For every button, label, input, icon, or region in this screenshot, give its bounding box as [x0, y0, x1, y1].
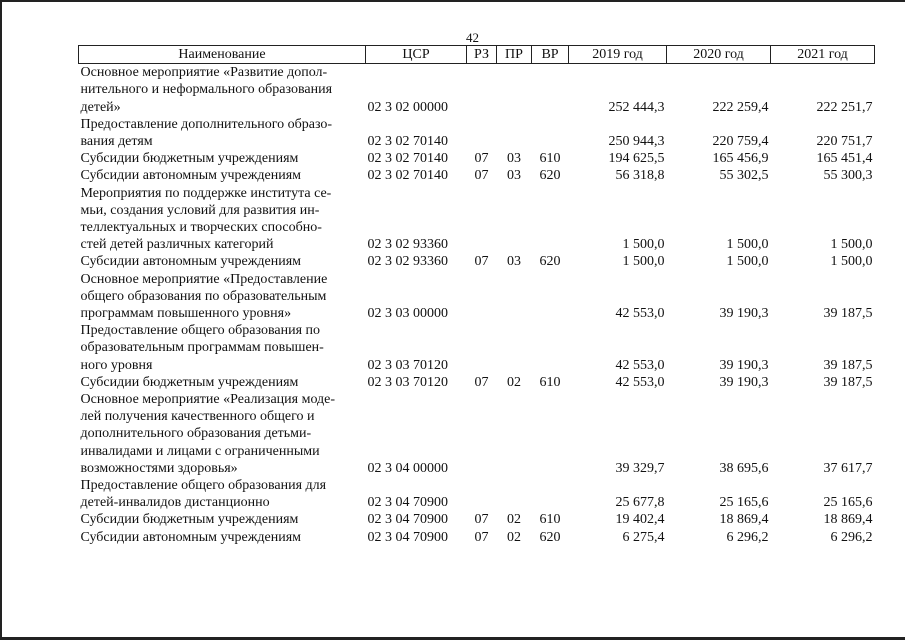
row-value-2021: 6 296,2 — [830, 529, 873, 545]
table-row — [79, 374, 875, 391]
row-name-line: Предоставление общего образования по — [80, 323, 321, 339]
row-vr: 620 — [539, 168, 561, 184]
row-value-2020: 25 165,6 — [719, 495, 769, 511]
row-pr: 02 — [507, 529, 521, 545]
row-value-2019: 250 944,3 — [608, 134, 665, 150]
table-row — [79, 167, 875, 184]
row-name — [79, 322, 366, 374]
row-value-2020: 1 500,0 — [726, 254, 769, 270]
row-name-line: теллектуальных и творческих способно- — [80, 220, 322, 236]
row-vr — [532, 322, 569, 374]
row-name-line: образовательным программам повышен- — [80, 340, 324, 356]
row-csr: 02 3 04 70900 — [367, 512, 448, 528]
row-pr: 02 — [507, 374, 521, 390]
row-value-2021: 220 751,7 — [816, 134, 873, 150]
row-csr: 02 3 04 70900 — [367, 529, 448, 545]
table-row — [79, 391, 875, 477]
row-csr: 02 3 03 70120 — [367, 357, 448, 373]
row-pr — [497, 477, 532, 511]
header-2020: 2020 год — [667, 46, 771, 64]
row-csr: 02 3 02 70140 — [367, 168, 448, 184]
row-vr: 620 — [539, 254, 561, 270]
row-csr: 02 3 03 00000 — [367, 306, 448, 322]
row-value-2020: 18 869,4 — [719, 512, 769, 528]
row-csr: 02 3 02 70140 — [367, 151, 448, 167]
row-name — [79, 374, 366, 391]
row-value-2020: 55 302,5 — [719, 168, 769, 184]
row-value-2019: 252 444,3 — [608, 99, 665, 115]
row-value-2021: 222 251,7 — [816, 99, 873, 115]
row-pr: 03 — [507, 254, 521, 270]
row-csr: 02 3 02 93360 — [367, 237, 448, 253]
row-name-line: дополнительного образования детьми- — [80, 426, 312, 442]
row-name-line: вания детям — [80, 134, 153, 150]
row-rz: 07 — [474, 374, 489, 390]
row-name-line: Мероприятия по поддержке института се- — [80, 185, 332, 201]
row-vr — [532, 116, 569, 150]
row-csr: 02 3 04 70900 — [367, 495, 448, 511]
row-csr: 02 3 03 70120 — [367, 374, 448, 390]
row-value-2021: 55 300,3 — [823, 168, 873, 184]
table-header-row — [79, 46, 875, 64]
row-name-line: Субсидии бюджетным учреждениям — [80, 151, 299, 167]
table-row — [79, 150, 875, 167]
row-value-2020: 165 456,9 — [712, 151, 769, 167]
row-pr — [497, 116, 532, 150]
header-2019: 2019 год — [569, 46, 667, 64]
row-rz: 07 — [474, 254, 489, 270]
row-pr — [497, 64, 532, 116]
row-value-2020: 220 759,4 — [712, 134, 769, 150]
row-value-2019: 42 553,0 — [615, 357, 665, 373]
row-name-line: Субсидии бюджетным учреждениям — [80, 512, 299, 528]
row-value-2019: 42 553,0 — [615, 374, 665, 390]
row-rz: 07 — [474, 168, 489, 184]
row-vr: 610 — [539, 151, 561, 167]
row-value-2021: 165 451,4 — [816, 151, 873, 167]
row-value-2020: 39 190,3 — [719, 306, 769, 322]
row-name — [79, 253, 366, 270]
row-name — [79, 167, 366, 184]
row-csr: 02 3 02 00000 — [367, 99, 448, 115]
row-vr: 610 — [539, 512, 561, 528]
row-name — [79, 271, 366, 323]
row-rz: 07 — [474, 151, 489, 167]
row-rz: 07 — [474, 529, 489, 545]
row-rz — [467, 477, 497, 511]
row-value-2021: 39 187,5 — [823, 357, 873, 373]
row-value-2019: 194 625,5 — [608, 151, 665, 167]
row-rz: 07 — [474, 512, 489, 528]
row-csr: 02 3 02 70140 — [367, 134, 448, 150]
row-vr — [532, 477, 569, 511]
row-name-line: Субсидии автономным учреждениям — [80, 254, 302, 270]
row-pr: 03 — [507, 168, 521, 184]
header-2021: 2021 год — [771, 46, 875, 64]
row-value-2021: 25 165,6 — [823, 495, 873, 511]
row-value-2021: 18 869,4 — [823, 512, 873, 528]
row-name — [79, 116, 366, 150]
row-name-line: Субсидии автономным учреждениям — [80, 168, 302, 184]
row-pr — [497, 322, 532, 374]
budget-table — [78, 45, 875, 546]
row-value-2019: 39 329,7 — [615, 460, 665, 476]
row-rz — [467, 322, 497, 374]
row-name — [79, 185, 366, 254]
table-row — [79, 529, 875, 546]
row-name-line: Субсидии бюджетным учреждениям — [80, 374, 299, 390]
row-name-line: общего образования по образовательным — [80, 288, 327, 304]
row-pr — [497, 271, 532, 323]
header-csr: ЦСР — [366, 46, 467, 64]
row-value-2021: 39 187,5 — [823, 374, 873, 390]
row-name — [79, 150, 366, 167]
row-value-2019: 25 677,8 — [615, 495, 665, 511]
row-name-line: детей-инвалидов дистанционно — [80, 495, 270, 511]
row-value-2019: 1 500,0 — [622, 254, 665, 270]
row-name-line: лей получения качественного общего и — [80, 409, 315, 425]
row-name-line: Предоставление дополнительного образо- — [80, 116, 333, 132]
row-name-line: Предоставление общего образования для — [80, 478, 327, 494]
row-name-line: нительного и неформального образования — [80, 82, 333, 98]
row-rz — [467, 185, 497, 254]
row-name-line: детей» — [80, 99, 121, 115]
row-rz — [467, 116, 497, 150]
table-row — [79, 185, 875, 254]
row-pr — [497, 391, 532, 477]
row-name-line: стей детей различных категорий — [80, 237, 274, 253]
row-name-line: Основное мероприятие «Реализация моде- — [80, 392, 336, 408]
table-row — [79, 477, 875, 511]
row-name — [79, 64, 366, 116]
row-name-line: Основное мероприятие «Предоставление — [80, 271, 328, 287]
header-pr: ПР — [497, 46, 532, 64]
row-csr: 02 3 02 93360 — [367, 254, 448, 270]
page-number: 42 — [466, 30, 479, 45]
header-name: Наименование — [79, 46, 366, 64]
row-name-line: инвалидами и лицами с ограниченными — [80, 443, 320, 459]
row-value-2020: 222 259,4 — [712, 99, 769, 115]
row-vr — [532, 64, 569, 116]
table-row — [79, 271, 875, 323]
row-rz — [467, 271, 497, 323]
table-row — [79, 116, 875, 150]
row-rz — [467, 391, 497, 477]
row-pr — [497, 185, 532, 254]
row-vr — [532, 391, 569, 477]
row-name-line: возможностями здоровья» — [80, 460, 238, 476]
row-name-line: ного уровня — [80, 357, 153, 373]
row-value-2021: 39 187,5 — [823, 306, 873, 322]
row-value-2020: 39 190,3 — [719, 357, 769, 373]
row-pr: 02 — [507, 512, 521, 528]
row-value-2021: 37 617,7 — [823, 460, 873, 476]
row-vr — [532, 271, 569, 323]
row-vr: 620 — [539, 529, 561, 545]
table-row — [79, 322, 875, 374]
row-value-2020: 38 695,6 — [719, 460, 769, 476]
row-name-line: Основное мероприятие «Развитие допол- — [80, 65, 328, 81]
row-value-2019: 6 275,4 — [622, 529, 665, 545]
header-rz: РЗ — [467, 46, 497, 64]
row-value-2020: 6 296,2 — [726, 529, 769, 545]
row-name — [79, 391, 366, 477]
row-name-line: мьи, создания условий для развития ин- — [80, 202, 320, 218]
row-value-2020: 39 190,3 — [719, 374, 769, 390]
table-row — [79, 511, 875, 528]
row-rz — [467, 64, 497, 116]
row-vr — [532, 185, 569, 254]
table-row — [79, 64, 875, 116]
table-body — [79, 64, 875, 546]
row-value-2019: 1 500,0 — [622, 237, 665, 253]
row-value-2021: 1 500,0 — [830, 237, 873, 253]
row-name — [79, 477, 366, 511]
row-value-2019: 42 553,0 — [615, 306, 665, 322]
row-name-line: программам повышенного уровня» — [80, 306, 292, 322]
row-value-2020: 1 500,0 — [726, 237, 769, 253]
header-vr: ВР — [532, 46, 569, 64]
row-name — [79, 511, 366, 528]
row-pr: 03 — [507, 151, 521, 167]
table-row — [79, 253, 875, 270]
row-value-2021: 1 500,0 — [830, 254, 873, 270]
row-vr: 610 — [539, 374, 561, 390]
row-value-2019: 19 402,4 — [615, 512, 665, 528]
row-value-2019: 56 318,8 — [615, 168, 665, 184]
row-name — [79, 529, 366, 546]
row-name-line: Субсидии автономным учреждениям — [80, 529, 302, 545]
row-csr: 02 3 04 00000 — [367, 460, 448, 476]
